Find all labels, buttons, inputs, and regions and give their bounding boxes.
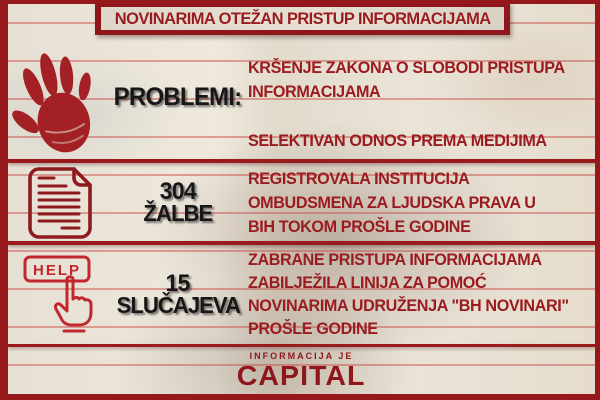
cases-line: ZABRANE PRISTUPA INFORMACIJAMA [248,251,542,269]
problems-label: PROBLEMI: [114,82,242,111]
cases-count: 15 [165,270,191,297]
problem-line: INFORMACIJAMA [248,83,381,101]
complaints-line: BIH TOKOM PROŠLE GODINE [248,218,471,236]
problem-line: SELEKTIVAN ODNOS PREMA MEDIJIMA [248,132,547,150]
problems-label-cell [112,36,244,158]
cases-line: PROŠLE GODINE [248,320,378,338]
problem-line: KRŠENJE ZAKONA O SLOBODI PRISTUPA [248,59,565,77]
footer [8,347,595,394]
complaints-icon-cell [8,165,112,240]
section-divider [8,241,595,245]
title-banner-inner [101,7,504,30]
complaints-word: ŽALBE [143,200,213,226]
section-problems [8,36,595,158]
footer-divider [8,344,595,347]
complaints-text-cell [244,165,595,240]
cases-text-cell [244,247,595,342]
logo-brand: CAPITAL [237,360,366,391]
problem-block-2 [248,129,589,153]
document-icon [18,165,102,241]
section-complaints [8,165,595,240]
cases-line: NOVINARIMA UDRUŽENJA "BH NOVINARI" [248,297,569,315]
problems-text-cell [244,36,595,158]
problems-icon-cell [8,36,112,158]
logo-tagline: INFORMACIJA JE [249,351,354,361]
help-button-icon [22,253,98,337]
cases-icon-cell [8,247,112,342]
complaints-count: 304 [159,178,197,205]
page-title: NOVINARIMA OTEŽAN PRISTUP INFORMACIJAMA [114,8,491,28]
section-cases [8,247,595,342]
complaints-line: OMBUDSMENA ZA LJUDSKA PRAVA U [248,194,536,212]
cases-line: ZABILJEŽILA LINIJA ZA POMOĆ [248,274,487,292]
complaints-line: REGISTROVALA INSTITUCIJA [248,170,470,188]
problem-block-1 [248,56,589,104]
help-button-text: HELP [32,261,82,279]
complaints-label-cell [112,165,244,240]
handprint-icon [10,47,110,159]
cases-label-cell [112,247,244,342]
section-divider [8,159,595,163]
title-banner [95,2,510,35]
cases-word: SLUČAJEVA [116,292,240,318]
